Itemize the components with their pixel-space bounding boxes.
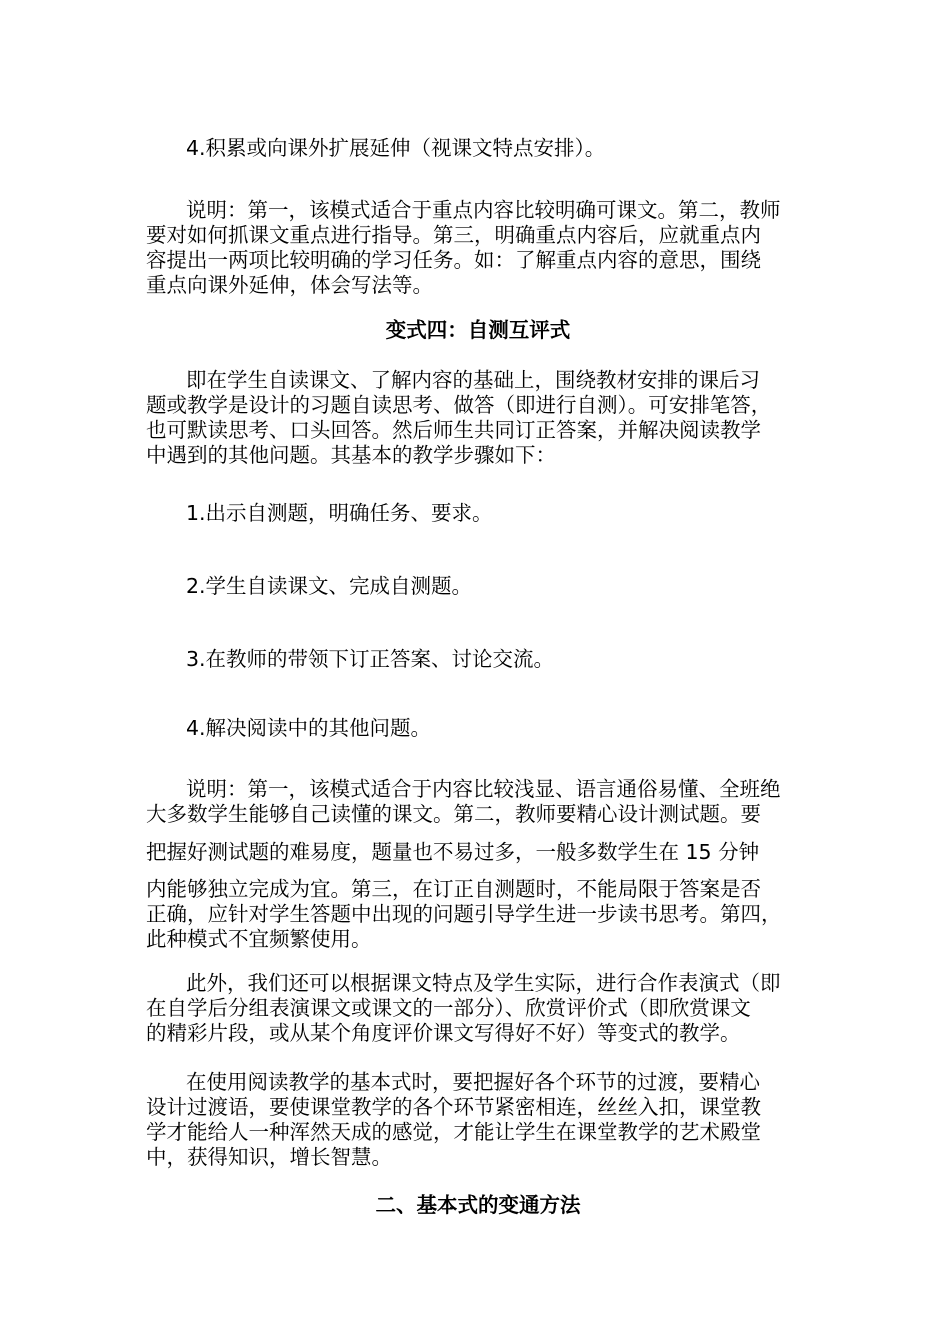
summary-line-1: 在使用阅读教学的基本式时，要把握好各个环节的过渡，要精心 bbox=[186, 1070, 760, 1094]
summary-line-4: 中，获得知识，增长智慧。 bbox=[146, 1145, 392, 1169]
step-4: 4.解决阅读中的其他问题。 bbox=[186, 716, 432, 740]
step-1: 1.出示自测题，明确任务、要求。 bbox=[186, 501, 493, 525]
other-variants-paragraph bbox=[146, 971, 810, 1046]
note1-line-1: 说明：第一，该模式适合于重点内容比较明确可课文。第二，教师 bbox=[186, 198, 781, 222]
note1-line-3: 容提出一两项比较明确的学习任务。如：了解重点内容的意思，围绕 bbox=[146, 248, 761, 272]
note2-line-5: 正确，应针对学生答题中出现的问题引导学生进一步读书思考。第四， bbox=[146, 902, 782, 926]
intro-line-3: 也可默读思考、口头回答。然后师生共同订正答案，并解决阅读教学 bbox=[146, 418, 761, 442]
note2-line-3-block bbox=[146, 840, 810, 865]
step-3: 3.在教师的带领下订正答案、讨论交流。 bbox=[186, 647, 555, 671]
note2-line-4: 内能够独立完成为宜。第三，在订正自测题时，不能局限于答案是否 bbox=[146, 877, 761, 901]
intro-line-4: 中遇到的其他问题。其基本的教学步骤如下： bbox=[146, 443, 556, 467]
intro-paragraph bbox=[146, 368, 810, 468]
note2-continued bbox=[146, 877, 810, 952]
note1-line-4: 重点向课外延伸，体会写法等。 bbox=[146, 273, 433, 297]
step-4-extend: 4.积累或向课外扩展延伸（视课文特点安排）。 bbox=[186, 136, 606, 160]
note2-line-1: 说明：第一，该模式适合于内容比较浅显、语言通俗易懂、全班绝 bbox=[186, 777, 781, 801]
intro-line-1: 即在学生自读课文、了解内容的基础上，围绕教材安排的课后习 bbox=[186, 368, 760, 392]
summary-line-2: 设计过渡语，要使课堂教学的各个环节紧密相连，丝丝入扣，课堂教 bbox=[146, 1095, 761, 1119]
note2-line-3: 把握好测试题的难易度，题量也不易过多，一般多数学生在 15 分钟 bbox=[146, 840, 760, 864]
intro-line-2: 题或教学是设计的习题自读思考、做答（即进行自测）。可安排笔答， bbox=[146, 393, 772, 417]
note1-line-2: 要对如何抓课文重点进行指导。第三，明确重点内容后，应就重点内 bbox=[146, 223, 761, 247]
step-2: 2.学生自读课文、完成自测题。 bbox=[186, 574, 473, 598]
summary-paragraph bbox=[146, 1070, 810, 1170]
heading-variant-4: 变式四：自测互评式 bbox=[385, 318, 571, 342]
summary-line-3: 学才能给人一种浑然天成的感觉，才能让学生在课堂教学的艺术殿堂 bbox=[146, 1120, 761, 1144]
note-paragraph-1 bbox=[146, 198, 810, 298]
heading-section-2: 二、基本式的变通方法 bbox=[375, 1193, 581, 1217]
note2-line-2: 大多数学生能够自己读懂的课文。第二，教师要精心设计测试题。要 bbox=[146, 802, 761, 826]
other-line-3: 的精彩片段，或从某个角度评价课文写得好不好）等变式的教学。 bbox=[146, 1021, 741, 1045]
note-paragraph-2 bbox=[146, 777, 810, 827]
other-line-1: 此外，我们还可以根据课文特点及学生实际，进行合作表演式（即 bbox=[186, 971, 781, 995]
note2-line-6: 此种模式不宜频繁使用。 bbox=[146, 927, 372, 951]
other-line-2: 在自学后分组表演课文或课文的一部分）、欣赏评价式（即欣赏课文 bbox=[146, 996, 751, 1020]
